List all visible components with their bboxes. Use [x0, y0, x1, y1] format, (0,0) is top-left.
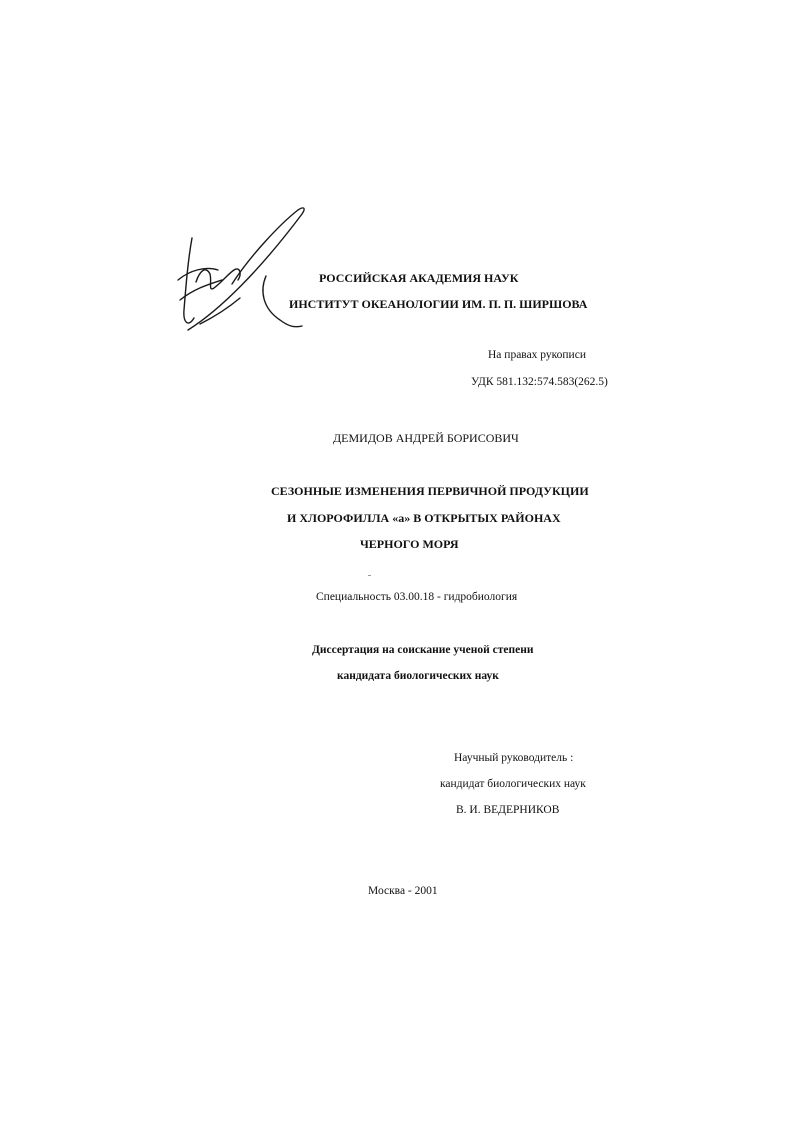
manuscript-rights: На правах рукописи	[488, 349, 586, 361]
specialty: Специальность 03.00.18 - гидробиология	[316, 591, 518, 603]
thesis-title-line-1: СЕЗОННЫЕ ИЗМЕНЕНИЯ ПЕРВИЧНОЙ ПРОДУКЦИИ	[271, 484, 589, 498]
supervisor-rank: кандидат биологических наук	[440, 778, 586, 790]
institute-name: ИНСТИТУТ ОКЕАНОЛОГИИ ИМ. П. П. ШИРШОВА	[289, 297, 588, 311]
academy-name: РОССИЙСКАЯ АКАДЕМИЯ НАУК	[319, 271, 519, 285]
author-name: ДЕМИДОВ АНДРЕЙ БОРИСОВИЧ	[333, 431, 519, 445]
thesis-title-line-3: ЧЕРНОГО МОРЯ	[360, 537, 459, 551]
city-year: Москва - 2001	[368, 885, 438, 897]
supervisor-label: Научный руководитель :	[454, 752, 574, 764]
handwritten-signature	[170, 200, 330, 345]
degree-line-2: кандидата биологических наук	[337, 670, 499, 682]
degree-line-1: Диссертация на соискание ученой степени	[312, 644, 534, 656]
thesis-title-line-2: И ХЛОРОФИЛЛА «а» В ОТКРЫТЫХ РАЙОНАХ	[287, 511, 561, 525]
udc-code: УДК 581.132:574.583(262.5)	[471, 376, 608, 388]
supervisor-name: В. И. ВЕДЕРНИКОВ	[456, 804, 560, 816]
scan-speck	[368, 575, 371, 576]
